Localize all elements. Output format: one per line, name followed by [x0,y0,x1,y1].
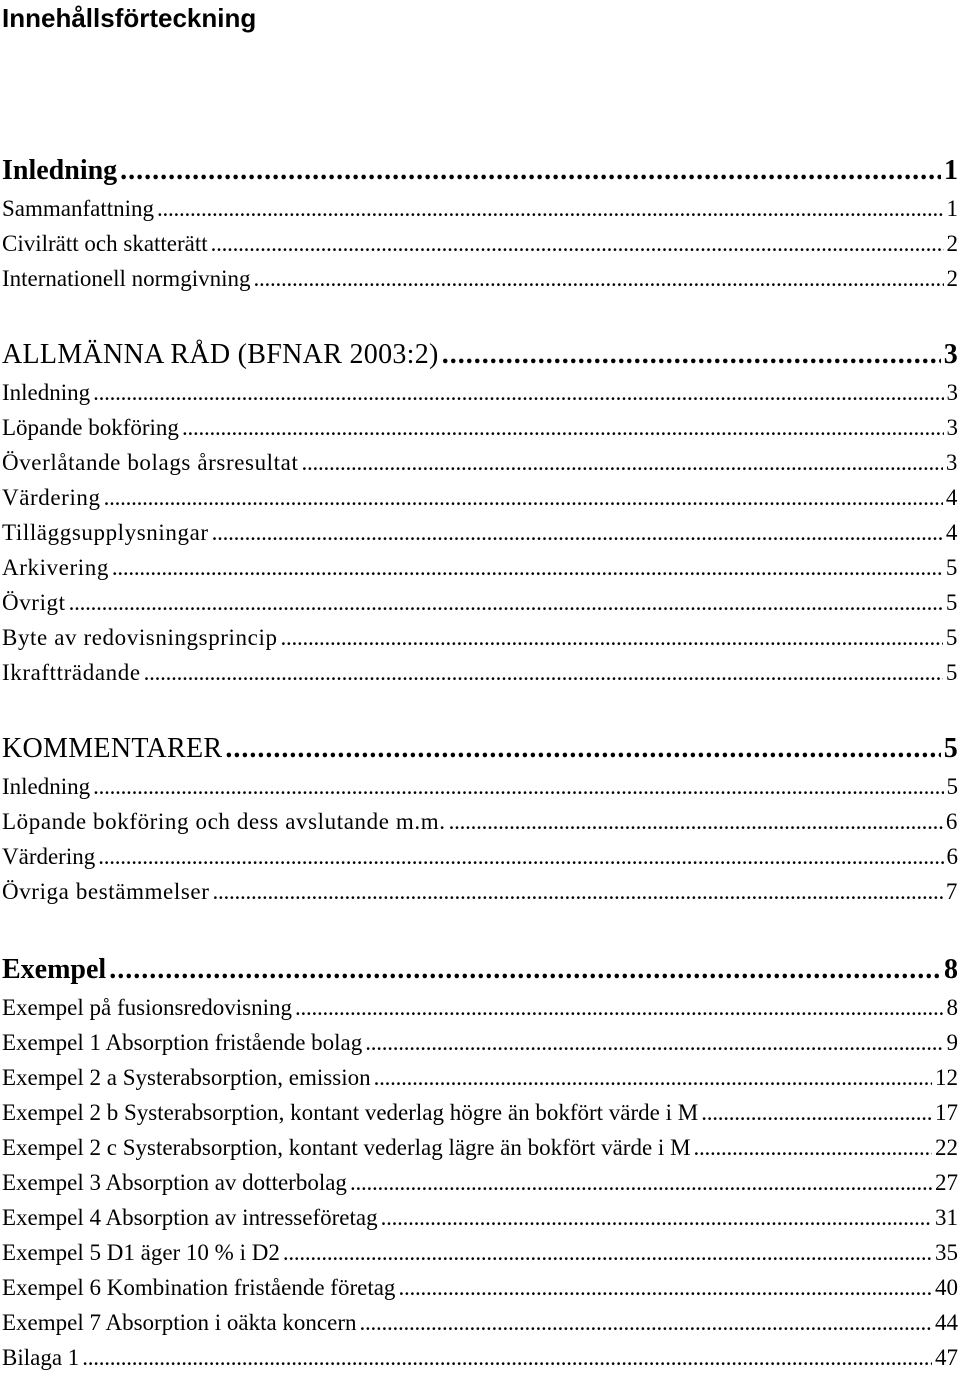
toc-entry[interactable] [2,623,958,653]
dot-leader [98,842,943,872]
toc-entry[interactable] [2,658,958,688]
dot-leader [365,1028,943,1058]
toc-entry-label: Exempel 3 Absorption av dotterbolag [2,1170,347,1195]
toc-heading[interactable] [2,952,958,988]
dot-leader [281,623,943,653]
toc-entry[interactable] [2,553,958,583]
toc-entry-label: Byte av redovisningsprincip [2,625,278,650]
toc-entry[interactable] [2,1308,958,1338]
toc-page-number: 44 [935,1310,958,1335]
toc-page-number: 4 [945,485,958,510]
dot-leader [449,807,943,837]
toc-page-number: 22 [935,1135,958,1160]
toc-page-number: 3 [943,339,958,370]
toc-entry-label: Värdering [2,485,101,510]
toc-heading-label: Inledning [2,155,118,186]
dot-leader [104,483,943,513]
toc-entry[interactable] [2,842,958,872]
toc-entry-label: Överlåtande bolags årsresultat [2,450,299,475]
toc-entry-label: Löpande bokföring och dess avslutande m.m. [2,809,446,834]
toc-page-number: 5 [943,733,958,764]
toc-page-number: 8 [944,954,958,985]
toc-entry[interactable] [2,194,958,224]
toc-page-number: 35 [935,1240,958,1265]
toc-page-number: 5 [945,660,958,685]
dot-leader [93,772,943,802]
toc-page-number: 47 [935,1345,958,1370]
dot-leader [211,229,944,259]
toc-page-number: 27 [935,1170,958,1195]
dot-leader [374,1063,932,1093]
dot-leader [69,588,943,618]
toc-entry[interactable] [2,229,958,259]
toc-entry[interactable] [2,378,958,408]
toc-entry-label: Arkivering [2,555,109,580]
dot-leader [360,1308,932,1338]
toc-entry[interactable] [2,518,958,548]
toc-entry[interactable] [2,1273,958,1303]
dot-leader [381,1203,932,1233]
toc-entry-label: Civilrätt och skatterätt [2,231,208,256]
toc-entry[interactable] [2,1028,958,1058]
dot-leader [182,413,944,443]
toc-entry[interactable] [2,772,958,802]
dot-leader [398,1273,932,1303]
dot-leader [112,553,943,583]
toc-entry-label: Sammanfattning [2,196,155,221]
toc-page-number: 6 [946,844,958,869]
toc-entry[interactable] [2,448,958,478]
toc-entry[interactable] [2,807,958,837]
toc-entry[interactable] [2,483,958,513]
toc-entry[interactable] [2,1168,958,1198]
toc-entry-label: Exempel 1 Absorption fristående bolag [2,1030,363,1055]
dot-leader [109,952,941,988]
toc-heading[interactable] [2,153,958,189]
toc-entry-label: Exempel 5 D1 äger 10 % i D2 [2,1240,280,1265]
toc-entry[interactable] [2,877,958,907]
toc-heading[interactable] [2,731,958,767]
toc-entry-label: Exempel 2 a Systerabsorption, emission [2,1065,371,1090]
dot-leader [253,264,943,294]
toc-entry[interactable] [2,1063,958,1093]
toc-page-number: 6 [945,809,958,834]
toc-page-number: 3 [946,415,958,440]
toc-entry[interactable] [2,1343,958,1373]
toc-entry[interactable] [2,1203,958,1233]
toc-entry[interactable] [2,993,958,1023]
dot-leader [283,1238,932,1268]
toc-entry[interactable] [2,413,958,443]
toc-entry-label: Internationell normgivning [2,266,251,291]
toc-page-number: 17 [935,1100,958,1125]
dot-leader [144,658,943,688]
toc-page-number: 3 [946,380,958,405]
dot-leader [212,877,942,907]
toc-entry-label: Bilaga 1 [2,1345,80,1370]
toc-entry-label: Övrigt [2,590,66,615]
dot-leader [701,1098,932,1128]
toc-page-number: 9 [946,1030,958,1055]
toc-entry-label: Inledning [2,380,91,405]
dot-leader [301,448,942,478]
toc-page-number: 5 [945,555,958,580]
dot-leader [694,1133,932,1163]
toc-entry[interactable] [2,588,958,618]
toc-entry-label: Inledning [2,774,91,799]
dot-leader [82,1343,932,1373]
toc-page-number: 2 [946,266,958,291]
toc-entry-label: Exempel på fusionsredovisning [2,995,293,1020]
toc-page-number: 5 [945,625,958,650]
toc-page-number: 12 [935,1065,958,1090]
toc-page-number: 8 [946,995,958,1020]
toc-heading-label: ALLMÄNNA RÅD (BFNAR 2003:2) [2,339,439,370]
toc-page-number: 31 [935,1205,958,1230]
dot-leader [442,337,941,373]
dot-leader [295,993,943,1023]
toc-entry-label: Exempel 4 Absorption av intresseföretag [2,1205,378,1230]
dot-leader [157,194,943,224]
toc-page-number: 40 [935,1275,958,1300]
toc-page-number: 4 [945,520,958,545]
toc-entry[interactable] [2,264,958,294]
toc-heading-label: KOMMENTARER [2,733,223,764]
toc-page-number: 7 [945,879,958,904]
toc-heading[interactable] [2,337,958,373]
dot-leader [93,378,943,408]
toc-page-number: 2 [946,231,958,256]
dot-leader [212,518,943,548]
toc-entry-label: Exempel 2 c Systerabsorption, kontant vederlag lägre än bokfört värde i M [2,1135,691,1160]
toc-entry-label: Exempel 6 Kombination fristående företag [2,1275,396,1300]
toc-entry-label: Exempel 7 Absorption i oäkta koncern [2,1310,357,1335]
toc-entry[interactable] [2,1098,958,1128]
toc-entry-label: Tilläggsupplysningar [2,520,209,545]
toc-entry-label: Exempel 2 b Systerabsorption, kontant vederlag högre än bokfört värde i M [2,1100,699,1125]
toc-entry-label: Värdering [2,844,96,869]
toc-heading-label: Exempel [2,954,107,985]
toc-page-number: 5 [946,774,958,799]
toc-entry[interactable] [2,1133,958,1163]
toc-page-number: 5 [945,590,958,615]
toc-page-number: 1 [946,196,958,221]
dot-leader [120,153,941,189]
toc-entry[interactable] [2,1238,958,1268]
page-title: Innehållsförteckning [2,3,257,33]
toc-entry-label: Ikraftträdande [2,660,141,685]
toc-entry-label: Löpande bokföring [2,415,179,440]
dot-leader [225,731,940,767]
toc-page-number: 3 [945,450,958,475]
toc-page-number: 1 [944,155,958,186]
toc-entry-label: Övriga bestämmelser [2,879,210,904]
dot-leader [350,1168,932,1198]
